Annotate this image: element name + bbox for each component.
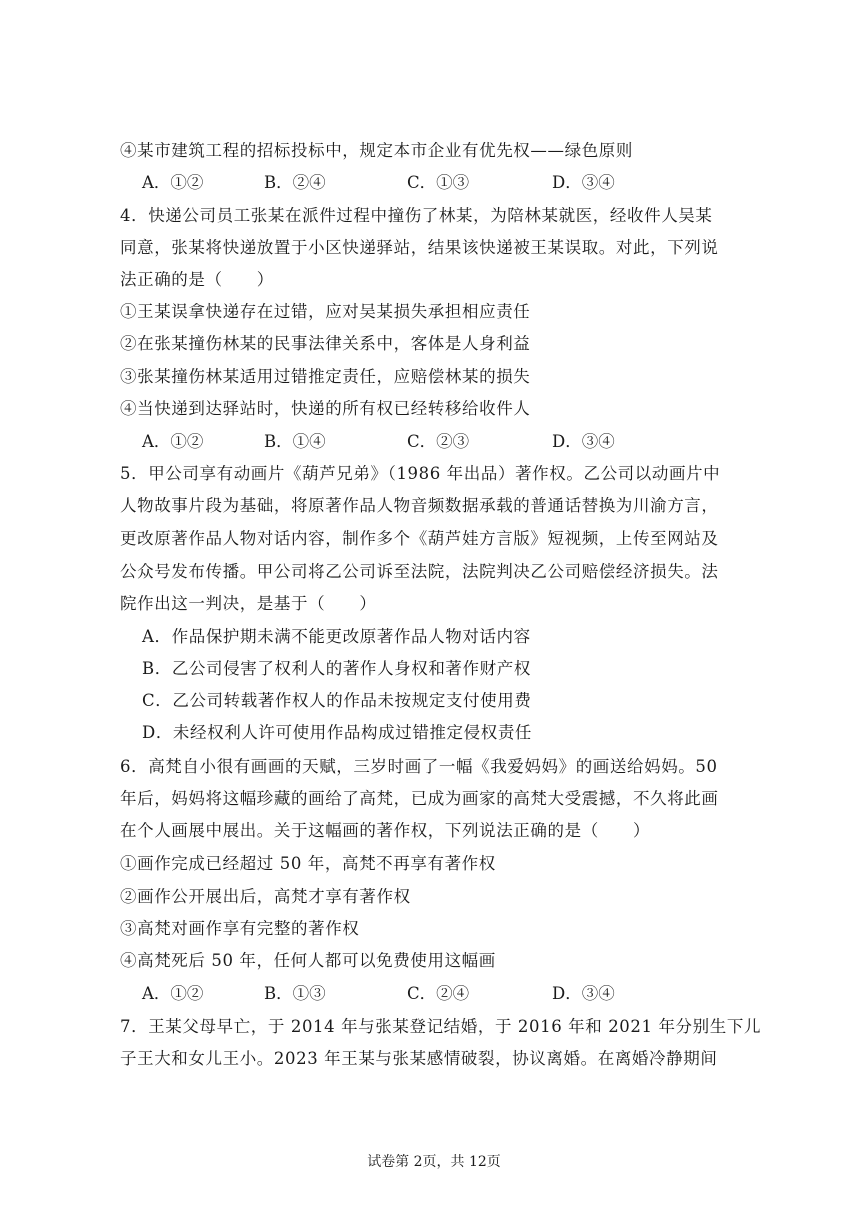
q5-stem-line-5: 院作出这一判决，是基于（ ） bbox=[120, 594, 377, 613]
q6-item-2: ②画作公开展出后，高梵才享有著作权 bbox=[120, 887, 411, 906]
q4-stem-line-1: 4．快递公司员工张某在派件过程中撞伤了林某，为陪林某就医，经收件人吴某 bbox=[120, 206, 713, 225]
q4-item-2: ②在张某撞伤林某的民事法律关系中，客体是人身利益 bbox=[120, 334, 531, 353]
q3-option-a: A．①② bbox=[142, 173, 204, 192]
q4-item-3: ③张某撞伤林某适用过错推定责任，应赔偿林某的损失 bbox=[120, 367, 531, 386]
q5-stem-line-4: 公众号发布传播。甲公司将乙公司诉至法院，法院判决乙公司赔偿经济损失。法 bbox=[120, 562, 719, 581]
q6-option-d: D．③④ bbox=[552, 984, 615, 1003]
q4-stem-line-2: 同意，张某将快递放置于小区快递驿站，结果该快递被王某误取。对此，下列说 bbox=[120, 238, 719, 257]
q6-item-1: ①画作完成已经超过 50 年，高梵不再享有著作权 bbox=[120, 854, 496, 873]
q5-stem-line-3: 更改原著作品人物对话内容，制作多个《葫芦娃方言版》短视频，上传至网站及 bbox=[120, 529, 719, 548]
q5-choice-a: A．作品保护期未满不能更改原著作品人物对话内容 bbox=[142, 627, 531, 646]
q4-stem-line-3: 法正确的是（ ） bbox=[120, 270, 274, 289]
q6-option-a: A．①② bbox=[142, 984, 204, 1003]
q3-item-4: ④某市建筑工程的招标投标中，规定本市企业有优先权——绿色原则 bbox=[120, 141, 633, 160]
q4-item-4: ④当快递到达驿站时，快递的所有权已经转移给收件人 bbox=[120, 399, 531, 418]
q6-stem-line-1: 6．高梵自小很有画画的天赋，三岁时画了一幅《我爱妈妈》的画送给妈妈。50 bbox=[120, 757, 718, 776]
page-footer: 试卷第 2页，共 12页 bbox=[367, 1154, 501, 1170]
q5-stem-line-2: 人物故事片段为基础，将原著作品人物音频数据承载的普通话替换为川渝方言， bbox=[120, 496, 719, 515]
q6-stem-line-3: 在个人画展中展出。关于这幅画的著作权，下列说法正确的是（ ） bbox=[120, 821, 651, 840]
q7-stem-line-1: 7．王某父母早亡，于 2014 年与张某登记结婚，于 2016 年和 2021 年分别生下儿 bbox=[120, 1017, 762, 1036]
q6-option-c: C．②④ bbox=[407, 984, 470, 1003]
q4-option-d: D．③④ bbox=[552, 432, 615, 451]
q5-choice-d: D．未经权利人许可使用作品构成过错推定侵权责任 bbox=[142, 723, 533, 742]
q4-item-1: ①王某误拿快递存在过错，应对吴某损失承担相应责任 bbox=[120, 302, 531, 321]
q5-stem-line-1: 5．甲公司享有动画片《葫芦兄弟》（1986 年出品）著作权。乙公司以动画片中 bbox=[120, 464, 721, 483]
q5-choice-c: C．乙公司转载著作权人的作品未按规定支付使用费 bbox=[142, 691, 532, 710]
q6-item-3: ③高梵对画作享有完整的著作权 bbox=[120, 919, 360, 938]
q7-stem-line-2: 子王大和女儿王小。2023 年王某与张某感情破裂，协议离婚。在离婚冷静期间 bbox=[120, 1049, 718, 1068]
q4-option-b: B．①④ bbox=[264, 432, 326, 451]
q3-option-b: B．②④ bbox=[264, 173, 326, 192]
q4-option-a: A．①② bbox=[142, 432, 204, 451]
q3-option-d: D．③④ bbox=[552, 173, 615, 192]
q5-choice-b: B．乙公司侵害了权利人的著作人身权和著作财产权 bbox=[142, 659, 531, 678]
q6-item-4: ④高梵死后 50 年，任何人都可以免费使用这幅画 bbox=[120, 951, 496, 970]
q6-option-b: B．①③ bbox=[264, 984, 326, 1003]
q3-option-c: C．①③ bbox=[407, 173, 470, 192]
q4-option-c: C．②③ bbox=[407, 432, 470, 451]
q6-stem-line-2: 年后，妈妈将这幅珍藏的画给了高梵，已成为画家的高梵大受震撼，不久将此画 bbox=[120, 789, 719, 808]
